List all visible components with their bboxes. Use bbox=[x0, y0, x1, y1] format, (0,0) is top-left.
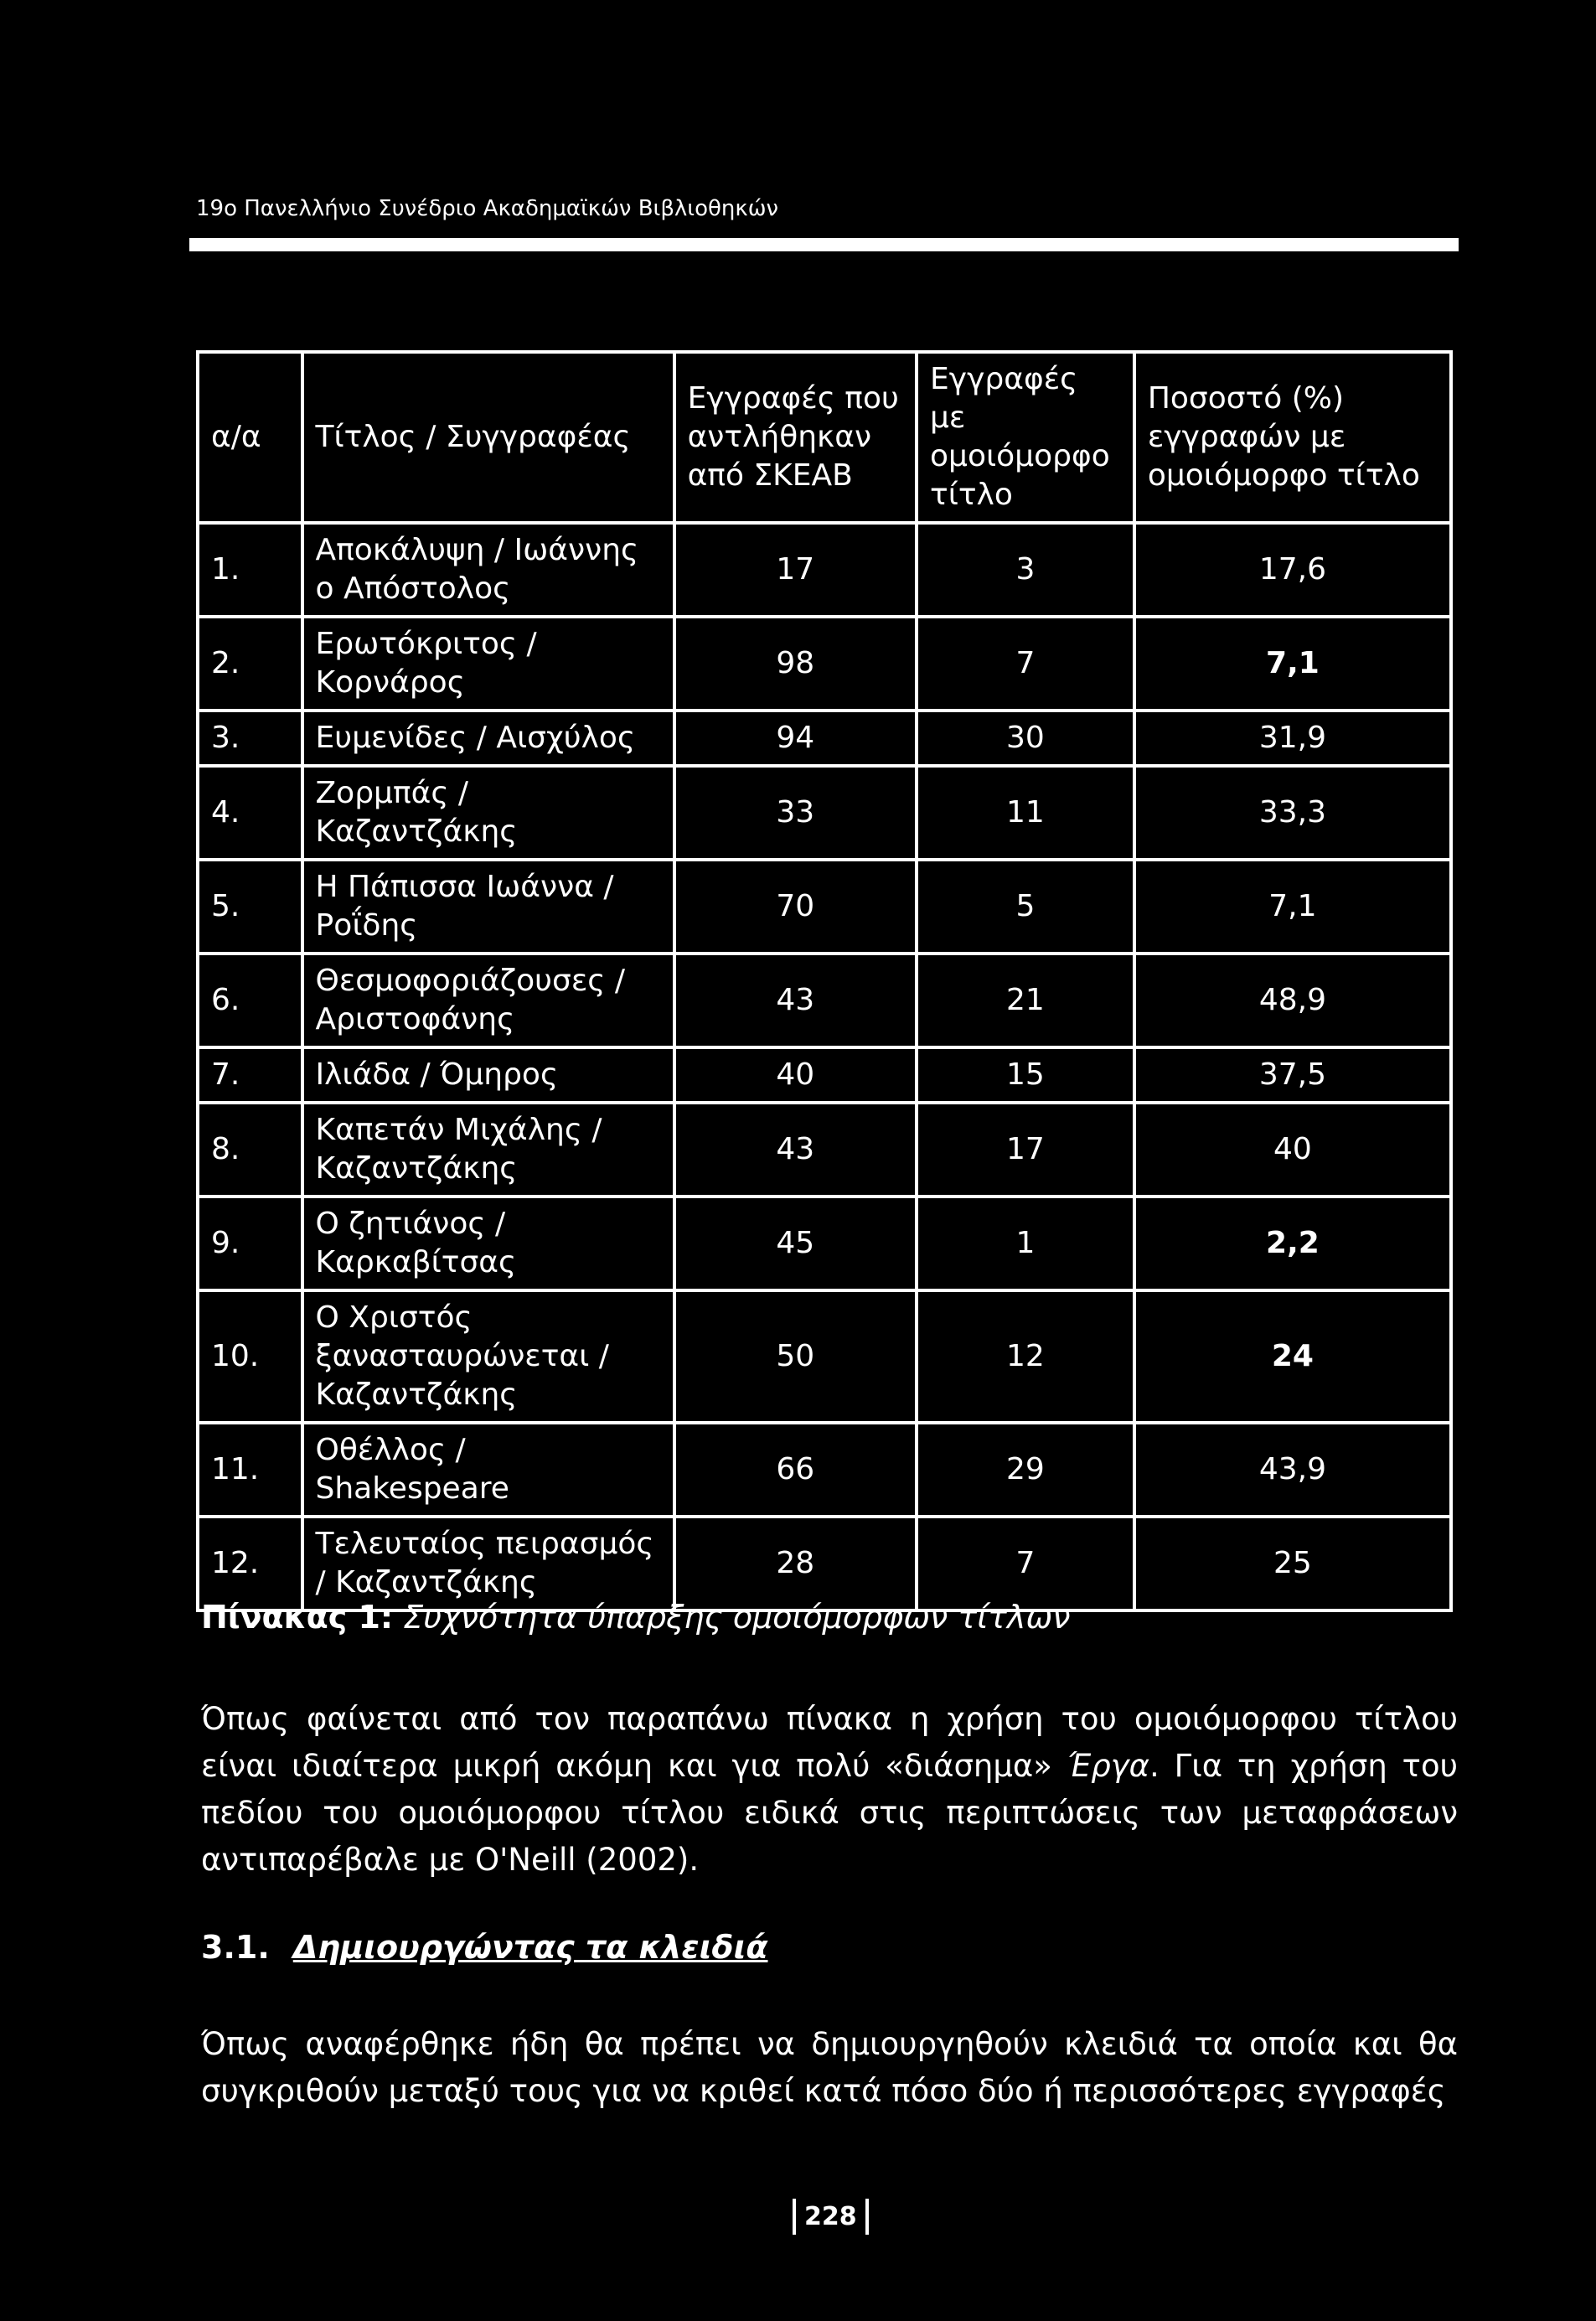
table-row bbox=[198, 1290, 1451, 1423]
cell-uniform: 17 bbox=[917, 1103, 1134, 1197]
page-number: 228 bbox=[793, 2199, 869, 2235]
section-number: 3.1. bbox=[201, 1929, 270, 1966]
cell-retrieved: 43 bbox=[674, 954, 917, 1047]
cell-aa: 3. bbox=[198, 711, 302, 766]
cell-uniform: 5 bbox=[917, 860, 1134, 954]
cell-uniform: 11 bbox=[917, 766, 1134, 860]
caption-label: Πίνακας 1: bbox=[201, 1599, 394, 1636]
cell-uniform: 21 bbox=[917, 954, 1134, 1047]
cell-uniform: 7 bbox=[917, 1517, 1134, 1610]
frequency-table bbox=[196, 350, 1453, 1612]
cell-aa: 2. bbox=[198, 617, 302, 711]
cell-aa: 8. bbox=[198, 1103, 302, 1197]
cell-aa: 10. bbox=[198, 1290, 302, 1423]
cell-aa: 12. bbox=[198, 1517, 302, 1610]
cell-retrieved: 94 bbox=[674, 711, 917, 766]
table-row bbox=[198, 617, 1451, 711]
cell-uniform: 3 bbox=[917, 523, 1134, 617]
cell-title: Ο Χριστός ξανασταυρώνεται / Καζαντζάκης bbox=[302, 1290, 674, 1423]
table-row bbox=[198, 1197, 1451, 1290]
cell-title: Τελευταίος πειρασμός / Καζαντζάκης bbox=[302, 1517, 674, 1610]
cell-title: Ο ζητιάνος / Καρκαβίτσας bbox=[302, 1197, 674, 1290]
cell-retrieved: 33 bbox=[674, 766, 917, 860]
cell-percent: 17,6 bbox=[1134, 523, 1451, 617]
cell-retrieved: 43 bbox=[674, 1103, 917, 1197]
paragraph-2: Όπως αναφέρθηκε ήδη θα πρέπει να δημιουργηθούν κλειδιά τα οποία και θα συγκριθούν μεταξύ τους για να κριθεί κατά πόσο δύο ή περισσότερες εγγραφές bbox=[201, 2026, 1458, 2109]
cell-percent: 7,1 bbox=[1134, 617, 1451, 711]
cell-percent: 7,1 bbox=[1134, 860, 1451, 954]
paragraph-1 bbox=[201, 1696, 1458, 1884]
cell-percent: 24 bbox=[1134, 1290, 1451, 1423]
cell-retrieved: 45 bbox=[674, 1197, 917, 1290]
table-row bbox=[198, 1103, 1451, 1197]
header-rule bbox=[189, 238, 1459, 251]
cell-percent: 25 bbox=[1134, 1517, 1451, 1610]
table-row bbox=[198, 766, 1451, 860]
cell-aa: 4. bbox=[198, 766, 302, 860]
header-uniform: Εγγραφές με ομοιόμορφο τίτλο bbox=[917, 352, 1134, 523]
table-row bbox=[198, 711, 1451, 766]
cell-title: Ερωτόκριτος / Κορνάρος bbox=[302, 617, 674, 711]
table-row bbox=[198, 1423, 1451, 1517]
cell-percent: 40 bbox=[1134, 1103, 1451, 1197]
paragraph-1-part2: . Για τη χρήση του πεδίου του ομοιόμορφου τίτλου ειδικά στις περιπτώσεις των μεταφράσεων αντιπαρέβαλε με O'Neill (2002). bbox=[201, 1748, 1458, 1878]
cell-uniform: 15 bbox=[917, 1047, 1134, 1103]
cell-title: Οθέλλος / Shakespeare bbox=[302, 1423, 674, 1517]
section-heading bbox=[201, 1929, 767, 1966]
cell-retrieved: 17 bbox=[674, 523, 917, 617]
cell-title: Καπετάν Μιχάλης / Καζαντζάκης bbox=[302, 1103, 674, 1197]
cell-uniform: 29 bbox=[917, 1423, 1134, 1517]
table-body bbox=[198, 523, 1451, 1610]
paragraph-1-part1: Όπως φαίνεται από τον παραπάνω πίνακα η χρήση του ομοιόμορφου τίτλου είναι ιδιαίτερα μικρή ακόμη και για πολύ «διάσημα» bbox=[201, 1701, 1458, 1784]
header-aa: α/α bbox=[198, 352, 302, 523]
table-row bbox=[198, 860, 1451, 954]
cell-uniform: 7 bbox=[917, 617, 1134, 711]
cell-retrieved: 50 bbox=[674, 1290, 917, 1423]
cell-retrieved: 98 bbox=[674, 617, 917, 711]
cell-percent: 37,5 bbox=[1134, 1047, 1451, 1103]
cell-percent: 31,9 bbox=[1134, 711, 1451, 766]
section-title: Δημιουργώντας τα κλειδιά bbox=[292, 1929, 768, 1966]
header-title: Τίτλος / Συγγραφέας bbox=[302, 352, 674, 523]
cell-percent: 2,2 bbox=[1134, 1197, 1451, 1290]
cell-percent: 43,9 bbox=[1134, 1423, 1451, 1517]
cell-aa: 11. bbox=[198, 1423, 302, 1517]
cell-uniform: 30 bbox=[917, 711, 1134, 766]
cell-title: Ζορμπάς / Καζαντζάκης bbox=[302, 766, 674, 860]
paragraph-1-italic: Έργα bbox=[1067, 1748, 1149, 1784]
cell-aa: 1. bbox=[198, 523, 302, 617]
header-percent: Ποσοστό (%) εγγραφών με ομοιόμορφο τίτλο bbox=[1134, 352, 1451, 523]
cell-retrieved: 28 bbox=[674, 1517, 917, 1610]
table-row bbox=[198, 1517, 1451, 1610]
header-retrieved: Εγγραφές που αντλήθηκαν από ΣΚΕΑΒ bbox=[674, 352, 917, 523]
table-caption bbox=[201, 1599, 1071, 1636]
cell-title: Ιλιάδα / Όμηρος bbox=[302, 1047, 674, 1103]
cell-title: Αποκάλυψη / Ιωάννης ο Απόστολος bbox=[302, 523, 674, 617]
cell-uniform: 12 bbox=[917, 1290, 1134, 1423]
cell-percent: 33,3 bbox=[1134, 766, 1451, 860]
cell-retrieved: 70 bbox=[674, 860, 917, 954]
cell-title: Ευμενίδες / Αισχύλος bbox=[302, 711, 674, 766]
cell-retrieved: 66 bbox=[674, 1423, 917, 1517]
table-row bbox=[198, 1047, 1451, 1103]
cell-title: Η Πάπισσα Ιωάννα / Ροΐδης bbox=[302, 860, 674, 954]
conference-header: 19ο Πανελλήνιο Συνέδριο Ακαδημαϊκών Βιβλιοθηκών bbox=[196, 196, 779, 221]
cell-aa: 7. bbox=[198, 1047, 302, 1103]
table-header-row bbox=[198, 352, 1451, 523]
cell-retrieved: 40 bbox=[674, 1047, 917, 1103]
table-row bbox=[198, 523, 1451, 617]
cell-aa: 6. bbox=[198, 954, 302, 1047]
table-row bbox=[198, 954, 1451, 1047]
cell-title: Θεσμοφοριάζουσες / Αριστοφάνης bbox=[302, 954, 674, 1047]
caption-text: Συχνότητα ύπαρξης ομοιόμορφων τίτλων bbox=[403, 1599, 1071, 1636]
cell-aa: 9. bbox=[198, 1197, 302, 1290]
cell-aa: 5. bbox=[198, 860, 302, 954]
cell-uniform: 1 bbox=[917, 1197, 1134, 1290]
cell-percent: 48,9 bbox=[1134, 954, 1451, 1047]
